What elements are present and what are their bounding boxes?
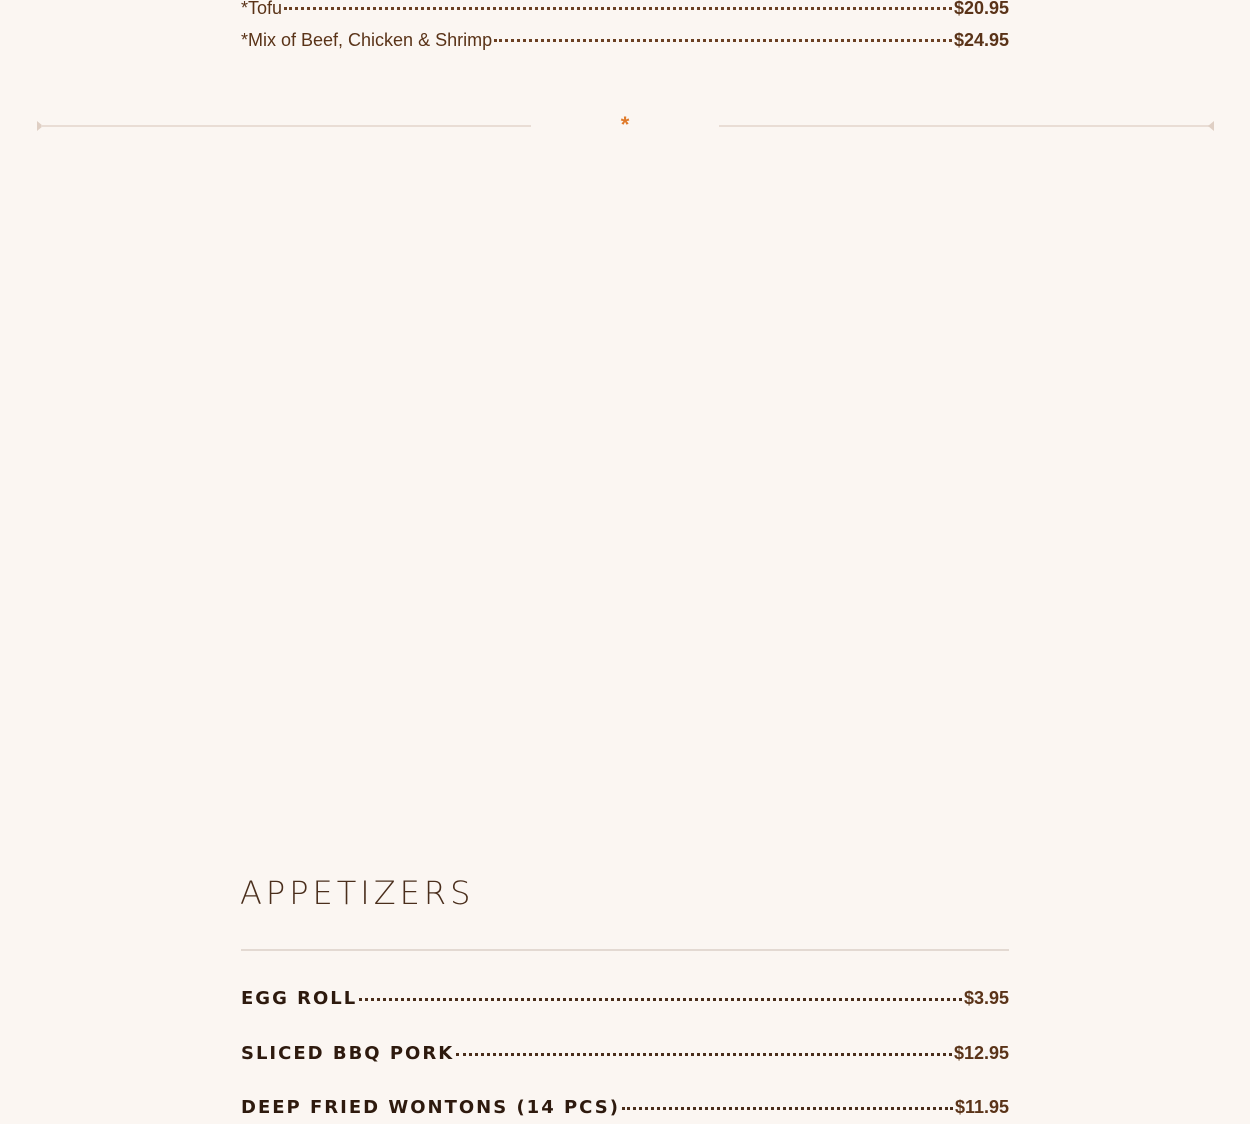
- menu-item-name: *Mix of Beef, Chicken & Shrimp: [241, 30, 493, 50]
- divider-rule-left: [41, 125, 531, 127]
- menu-item-price: $11.95: [954, 1097, 1009, 1117]
- divider-rule-right: [719, 125, 1209, 127]
- section-rule: [241, 949, 1009, 951]
- menu-item-price: $20.95: [953, 0, 1009, 18]
- menu-item-wontons: [241, 1097, 1009, 1118]
- menu-item-bbq-pork: [241, 1043, 1009, 1064]
- menu-item-name: *Tofu: [241, 0, 283, 18]
- section-title-appetizers: APPETIZERS: [240, 874, 475, 912]
- menu-item-name: DEEP FRIED WONTONS (14 PCS): [241, 1097, 620, 1118]
- menu-item-egg-roll: [241, 988, 1009, 1009]
- dot-leader: [359, 998, 962, 1001]
- dot-leader: [456, 1053, 952, 1056]
- dot-leader: [622, 1107, 953, 1110]
- menu-item-mix: [241, 30, 1009, 51]
- menu-item-price: $24.95: [953, 30, 1009, 50]
- menu-item-price: $3.95: [963, 988, 1009, 1008]
- divider-cap-right: [1208, 121, 1214, 131]
- section-divider: [37, 112, 1214, 137]
- dot-leader: [284, 7, 952, 10]
- menu-item-name: EGG ROLL: [241, 988, 358, 1009]
- menu-item-price: $12.95: [953, 1043, 1009, 1063]
- dot-leader: [494, 39, 952, 42]
- menu-item-tofu: [241, 0, 1009, 19]
- asterisk-icon: *: [620, 112, 630, 137]
- menu-item-name: SLICED BBQ PORK: [241, 1043, 455, 1064]
